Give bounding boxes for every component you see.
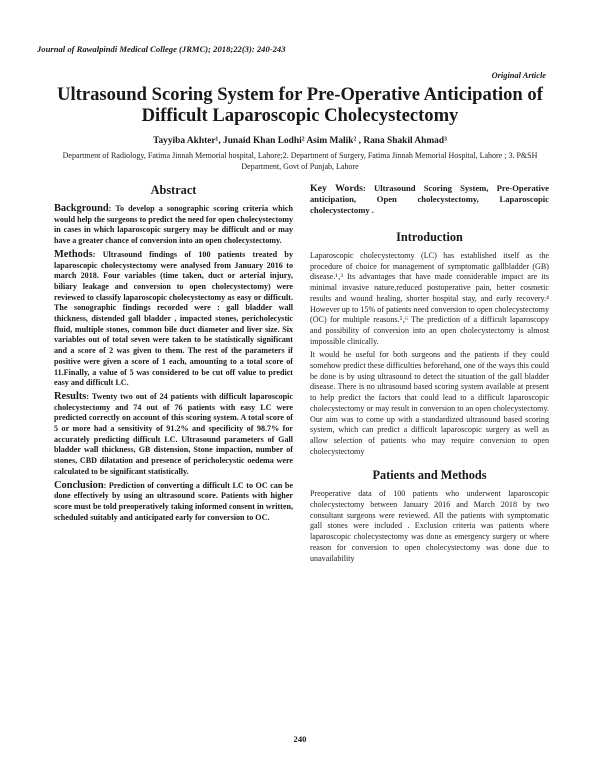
- background-label: Background: [54, 203, 109, 214]
- background-text: : To develop a sonographic scoring criteria which would help the surgeons to predict the need for open cholecystectomy in cases in which laparoscopic surgery may be difficult and or may have a greater chance of conversion into an open cholecystectomy.: [54, 204, 293, 246]
- abstract-conclusion: [54, 481, 293, 524]
- keywords: [310, 183, 549, 216]
- conclusion-label: Conclusion: [54, 479, 104, 491]
- abstract-results: [54, 392, 293, 478]
- methods-label: Methods: [54, 248, 93, 260]
- abstract-methods: [54, 250, 293, 389]
- patients-methods-paragraph-1: Preoperative data of 100 patients who underwent laparoscopic cholecystectomy between January 2016 and March 2018 by two consultant surgeons were reviewed. All the patients with symptomatic gall stones were included . Exclusion criteria was patients where laparoscopic cholecystectomy was done as emergency surgery or where reason for conversion to open cholecystectomy was done due to unavailability: [310, 489, 549, 563]
- patients-methods-heading: Patients and Methods: [372, 468, 487, 483]
- introduction-heading: Introduction: [396, 230, 463, 244]
- author-list: Tayyiba Akhter¹, Junaid Khan Lodhi² Asim Malik² , Rana Shakil Ahmad³: [153, 136, 447, 146]
- methods-text: : Ultrasound findings of 100 patients treated by laparoscopic cholecystectomy were analysed from January 2016 to march 2018. Four variables (time taken, duct or arterial injury, biliary leakage and conversion to open cholecystectomy) were reviewed to classify laparoscopic cholecystectomy as easy or difficult. The sonographic findings recorded were : gall bladder wall thickness, distended gall bladder , impacted stones, pericholecystic fluid, multiple stones, common bile duct diameter and liver size. Six variables out of total seven were taken to be statistically significant and a score of 2 was given to them. The rest of the parameters if positive were given a score of 1 each, amounting to a total score of 11.Finally, a value of 5 was considered to be cut off value to predict easy and difficult LC.: [54, 249, 293, 388]
- results-label: Results: [54, 390, 87, 402]
- keywords-label: Key Words: [310, 183, 363, 194]
- abstract-background: [54, 204, 293, 247]
- journal-citation: Journal of Rawalpindi Medical College (JRMC); 2018;22(3): 240-243: [37, 44, 286, 54]
- article-type-label: Original Article: [491, 71, 546, 80]
- page-number: 240: [293, 734, 307, 744]
- right-column: [310, 183, 549, 564]
- left-column: [54, 183, 293, 523]
- introduction-paragraph-1: Laparoscopic cholecystectomy (LC) has established itself as the procedure of choice for management of symptomatic gallbladder (GB) disease.¹‚³ Its advantages that have made considerable impact are its minimal invasive nature,reduced postoperative pain, better cosmetic results and wound healing, shorter hospital stay, and early recovery.⁴ However up to 15% of patients need conversion to open cholecystectomy (OC) for multiple reasons.⁵‚⁶ The prediction of a difficult laparoscopy and possibility of conversion into an open cholecystectomy is almost impossible clinically.: [310, 251, 549, 346]
- results-text: : Twenty two out of 24 patients with difficult laparoscopic cholecystectomy and 74 out of 76 patients with easy LC were predicted correctly on account of this scoring system. A total score of 5 or more had a sensitivity of 91.2% and specificity of 98.7% for accurately predicting difficult LC. Ultrasound parameters of Gall bladder wall thickness, GB distension, Stone impaction, number of stones, CBD dilatation and presence of pericholecystic oedema were calculated to be significant statistically.: [54, 391, 293, 476]
- abstract-heading: Abstract: [150, 183, 197, 197]
- conclusion-text: : Prediction of converting a difficult LC to OC can be done effectively by using an ultrasound score. Patients with higher score must be told preoperatively taking informed consent in written, scheduled suitably and anticipated early for conversion to OC.: [54, 480, 293, 522]
- keywords-text: : Ultrasound Scoring System, Pre-Operative anticipation, Open cholecystectomy, Laparoscopic cholecystectomy .: [310, 183, 549, 215]
- article-title: Ultrasound Scoring System for Pre-Operative Anticipation of Difficult Laparoscopic Cholecystectomy: [57, 84, 543, 126]
- introduction-paragraph-2: It would be useful for both surgeons and the patients if they could somehow predict these difficulties beforehand, one of the ways this could be done is by using ultrasound to detect the situation of the gall bladder disease. There is no ultrasound based scoring system available at present to help predict the factors that could lead to a difficult laparoscopic cholecystectomy or may result in conversion to an open cholecystectomy. Our aim was to come up with a standardized ultrasound based scoring system, which can predict a difficult laparoscopic surgery as well as allow selection of patients who may require conversion to open cholecystectomy: [310, 350, 549, 456]
- affiliations: Department of Radiology, Fatima Jinnah Memorial hospital, Lahore;2. Department of Surgery, Fatima Jinnah Memorial Hospital, Lahore ; 3. P&SH Department, Govt of Punjab, Lahore: [62, 151, 538, 171]
